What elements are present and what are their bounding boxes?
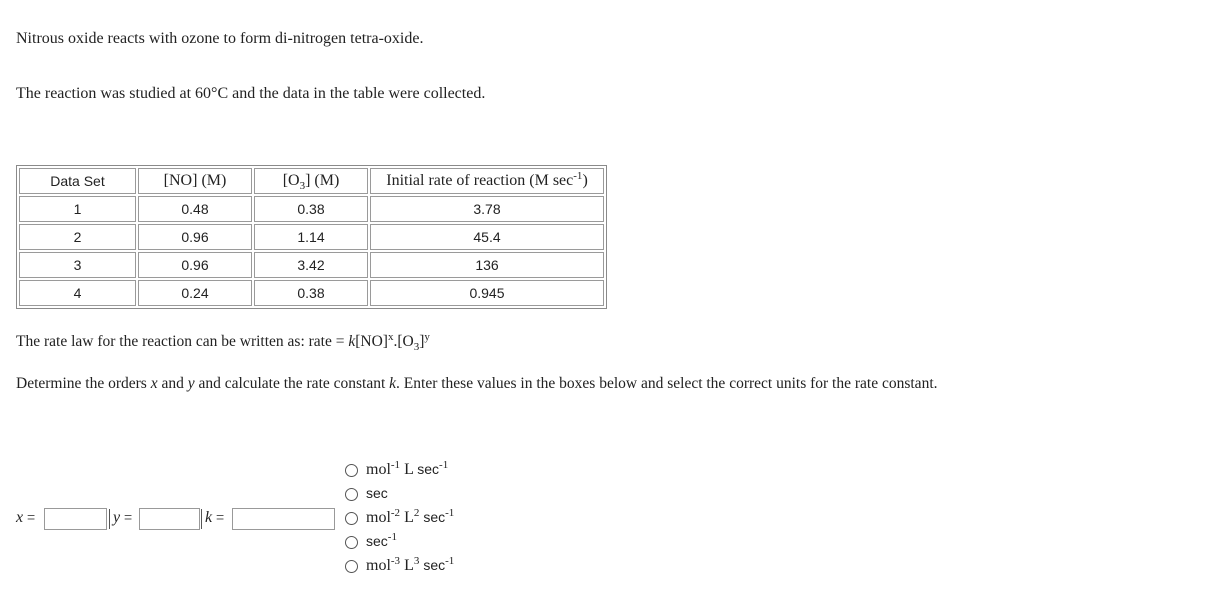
cell-data-set: 1 [19,196,136,222]
cell-rate: 3.78 [370,196,604,222]
unit-option-mol-1-l-sec-1[interactable]: mol$^{-1}$ L $\sec^{-1}$ [345,460,448,480]
cell-o3: 3.42 [254,252,368,278]
unit-option-mol-3-l3-sec-1[interactable]: mol$^{-3}$ $L^3$ $\sec^{-1}$ [345,556,454,576]
cell-data-set: 3 [19,252,136,278]
header-data-set: Data Set [19,168,136,194]
cell-no: 0.24 [138,280,252,306]
table-header-row [19,168,604,194]
radio-button[interactable] [345,464,358,477]
cell-data-set: 2 [19,224,136,250]
field-divider [109,509,110,529]
table-row [19,280,604,306]
y-order-input[interactable] [139,508,200,530]
radio-button[interactable] [345,488,358,501]
cell-o3: 0.38 [254,196,368,222]
cell-rate: 136 [370,252,604,278]
cell-rate: 45.4 [370,224,604,250]
unit-option-sec[interactable]: sec [345,484,388,504]
cell-data-set: 4 [19,280,136,306]
table-row [19,196,604,222]
x-label: x = [16,509,36,526]
cell-no: 0.96 [138,224,252,250]
x-order-input[interactable] [44,508,107,530]
cell-rate: 0.945 [370,280,604,306]
cell-no: 0.48 [138,196,252,222]
k-label: k = [205,509,225,526]
instructions-text: Determine the orders x and y and calculate the rate constant k. Enter these values in the boxes below and select the correct units for the rate constant. [16,375,938,392]
unit-option-sec-1[interactable]: $\sec^{-1}$ [345,532,397,552]
table-row [19,252,604,278]
cell-o3: 0.38 [254,280,368,306]
header-no-concentration: [NO] (M) [138,168,252,194]
field-divider [201,509,202,529]
header-initial-rate: Initial rate of reaction (M $\sec^{-1}$) [370,168,604,194]
y-label: y = [113,509,133,526]
radio-button[interactable] [345,560,358,573]
table-row [19,224,604,250]
header-o3-concentration: $[O_3]$ (M) [254,168,368,194]
intro-sentence-1: Nitrous oxide reacts with ozone to form di-nitrogen tetra-oxide. [16,30,424,47]
rate-law-statement: The rate law for the reaction can be written as: rate = $k[NO]^x.[O_3]^y$ [16,331,430,353]
intro-sentence-2: The reaction was studied at 60°C and the data in the table were collected. [16,85,486,102]
cell-o3: 1.14 [254,224,368,250]
unit-option-mol-2-l2-sec-1[interactable]: mol$^{-2}$ $L^2$ $\sec^{-1}$ [345,508,454,528]
cell-no: 0.96 [138,252,252,278]
reaction-data-table [16,165,607,309]
radio-button[interactable] [345,512,358,525]
radio-button[interactable] [345,536,358,549]
rate-constant-input[interactable] [232,508,335,530]
